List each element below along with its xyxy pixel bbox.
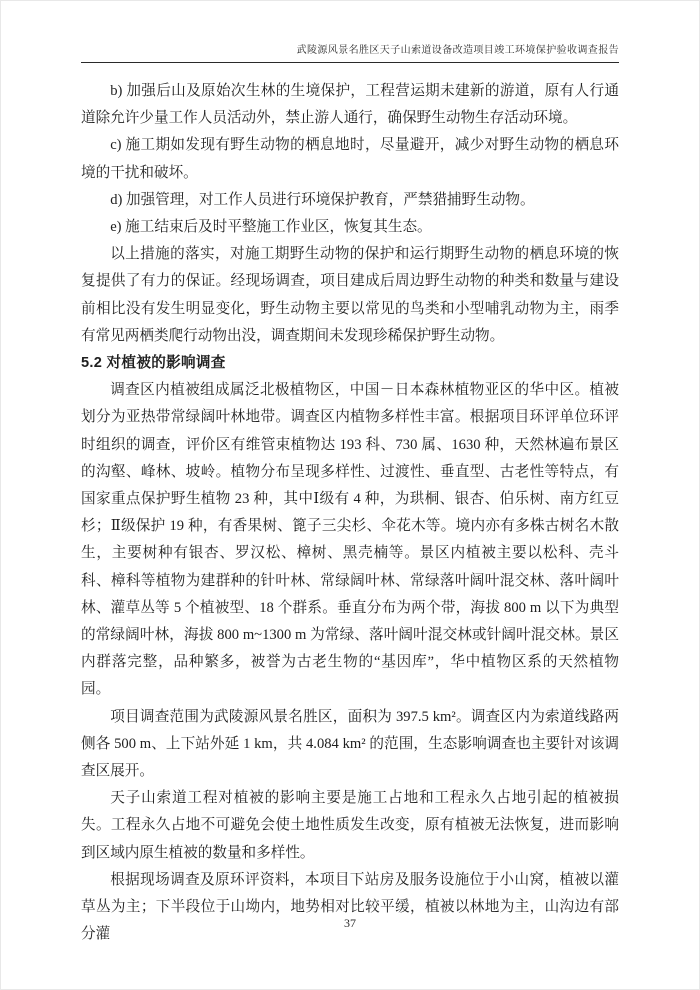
page-number: 37	[344, 916, 356, 930]
paragraph: e) 施工结束后及时平整施工作业区，恢复其生态。	[110, 219, 432, 236]
paragraph: 项目调查范围为武陵源风景名胜区，面积为 397.5 km²。调查区内为索道线路两侧各 500 m、上下站外延 1 km，共 4.084 km² 的范围，生态影响调查也主要针对该调查区展开。	[81, 708, 619, 780]
paragraph: b) 加强后山及原始次生林的生境保护，工程营运期未建新的游道，原有人行通道除允许少量工作人员活动外，禁止游人通行，确保野生动物生存活动环境。	[81, 83, 619, 127]
paragraph: 以上措施的落实，对施工期野生动物的保护和运行期野生动物的栖息环境的恢复提供了有力的保证。经现场调查，项目建成后周边野生动物的种类和数量与建设前相比没有发生明显变化，野生动物主要以常见的鸟类和小型哺乳动物为主，雨季有常见两栖类爬行动物出没，调查期间未发现珍稀保护野生动物。	[81, 246, 619, 344]
document-body	[81, 78, 619, 949]
section-heading: 5.2 对植被的影响调查	[81, 355, 226, 372]
paragraph: d) 加强管理，对工作人员进行环境保护教育，严禁猎捕野生动物。	[110, 191, 535, 208]
page-header	[81, 1, 619, 63]
page-footer	[1, 916, 699, 931]
paragraph: 调查区内植被组成属泛北极植物区，中国－日本森林植物亚区的华中区。植被划分为亚热带常绿阔叶林地带。调查区内植物多样性丰富。根据项目环评单位环评时组织的调查，评价区有维管束植物达 193 科、730 属、1630 种，天然林遍布景区的沟壑、峰林、坡岭。植物分布呈现多样性、过渡性、垂直型、古老性等特点，有国家重点保护野生植物 23 种，其中Ⅰ级有 4 种，为珙桐、银杏、伯乐树、南方红豆杉；Ⅱ级保护 19 种，有香果树、篦子三尖杉、伞花木等。境内亦有多株古树名木散生，主要树种有银杏、罗汉松、樟树、黑壳楠等。景区内植被主要以松科、壳斗科、樟科等植物为建群种的针叶林、常绿阔叶林、常绿落叶阔叶混交林、落叶阔叶林、灌草丛等 5 个植被型、18 个群系。垂直分布为两个带，海拔 800 m 以下为典型的常绿阔叶林，海拔 800 m~1300 m 为常绿、落叶阔叶混交林或针阔叶混交林。景区内群落完整，品种繁多，被誉为古老生物的“基因库”，华中植物区系的天然植物园。	[81, 382, 619, 698]
running-header-title: 武陵源风景名胜区天子山索道设备改造项目竣工环境保护验收调查报告	[296, 45, 619, 56]
paragraph: 天子山索道工程对植被的影响主要是施工占地和工程永久占地引起的植被损失。工程永久占地不可避免会使土地性质发生改变，原有植被无法恢复，进而影响到区域内原生植被的数量和多样性。	[81, 790, 619, 861]
paragraph: 根据现场调查及原环评资料，本项目下站房及服务设施位于小山窝，植被以灌草丛为主；下半段位于山坳内，地势相对比较平缓，植被以林地为主，山沟边有部分灌	[81, 871, 619, 943]
paragraph: c) 施工期如发现有野生动物的栖息地时，尽量避开，减少对野生动物的栖息环境的干扰和破坏。	[81, 137, 619, 181]
header-rule	[81, 62, 619, 63]
